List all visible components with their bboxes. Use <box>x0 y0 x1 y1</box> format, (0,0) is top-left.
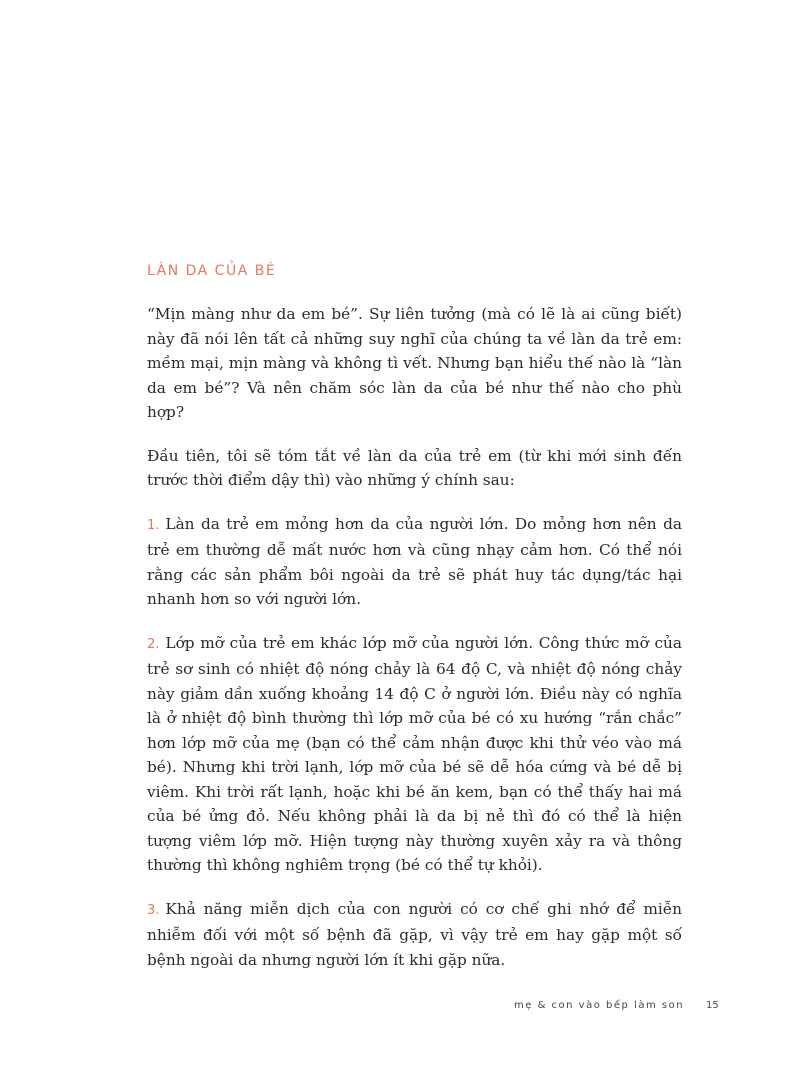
list-item <box>147 897 682 973</box>
list-number: 2. <box>147 636 160 652</box>
list-number: 1. <box>147 517 160 533</box>
list-item <box>147 631 682 878</box>
footer-book-title: mẹ & con vào bếp làm son <box>514 1000 685 1011</box>
paragraph-intro: “Mịn màng như da em bé”. Sự liên tưởng (mà có lẽ là ai cũng biết) này đã nói lên tất cả những suy nghĩ của chúng ta về làn da trẻ em: mềm mại, mịn màng và không tì vết. Nhưng bạn hiểu thế nào là “làn da em bé”? Và nên chăm sóc làn da của bé như thế nào cho phù hợp? <box>147 305 682 421</box>
list-number: 3. <box>147 902 160 918</box>
list-text: Làn da trẻ em mỏng hơn da của người lớn. Do mỏng hơn nên da trẻ em thường dễ mất nước hơn và cũng nhạy cảm hơn. Có thể nói rằng các sản phẩm bôi ngoài da trẻ sẽ phát huy tác dụng/tác hại nhanh hơn so với người lớn. <box>147 514 682 608</box>
list-item <box>147 512 682 612</box>
paragraph-summary: Đầu tiên, tôi sẽ tóm tắt về làn da của trẻ em (từ khi mới sinh đến trước thời điểm dậy thì) vào những ý chính sau: <box>147 446 682 489</box>
page-number: 15 <box>706 1000 719 1011</box>
section-heading: LÀN DA CỦA BÉ <box>147 263 277 279</box>
body-text <box>147 302 682 991</box>
list-text: Lớp mỡ của trẻ em khác lớp mỡ của người lớn. Công thức mỡ của trẻ sơ sinh có nhiệt độ nóng chảy là 64 độ C, và nhiệt độ nóng chảy này giảm dần xuống khoảng 14 độ C ở người lớn. Điều này có nghĩa là ở nhiệt độ bình thường thì lớp mỡ của bé có xu hướng “rắn chắc” hơn lớp mỡ của mẹ (bạn có thể cảm nhận được khi thử véo vào má bé). Nhưng khi trời lạnh, lớp mỡ của bé sẽ dễ hóa cứng và bé dễ bị viêm. Khi trời rất lạnh, hoặc khi bé ăn kem, bạn có thể thấy hai má của bé ửng đỏ. Nếu không phải là da bị nẻ thì đó có thể là hiện tượng viêm lớp mỡ. Hiện tượng này thường xuyên xảy ra và thông thường thì không nghiêm trọng (bé có thể tự khỏi). <box>147 633 682 874</box>
list-text: Khả năng miễn dịch của con người có cơ chế ghi nhớ để miễn nhiễm đối với một số bệnh đã gặp, vì vậy trẻ em hay gặp một số bệnh ngoài da nhưng người lớn ít khi gặp nữa. <box>147 899 682 969</box>
